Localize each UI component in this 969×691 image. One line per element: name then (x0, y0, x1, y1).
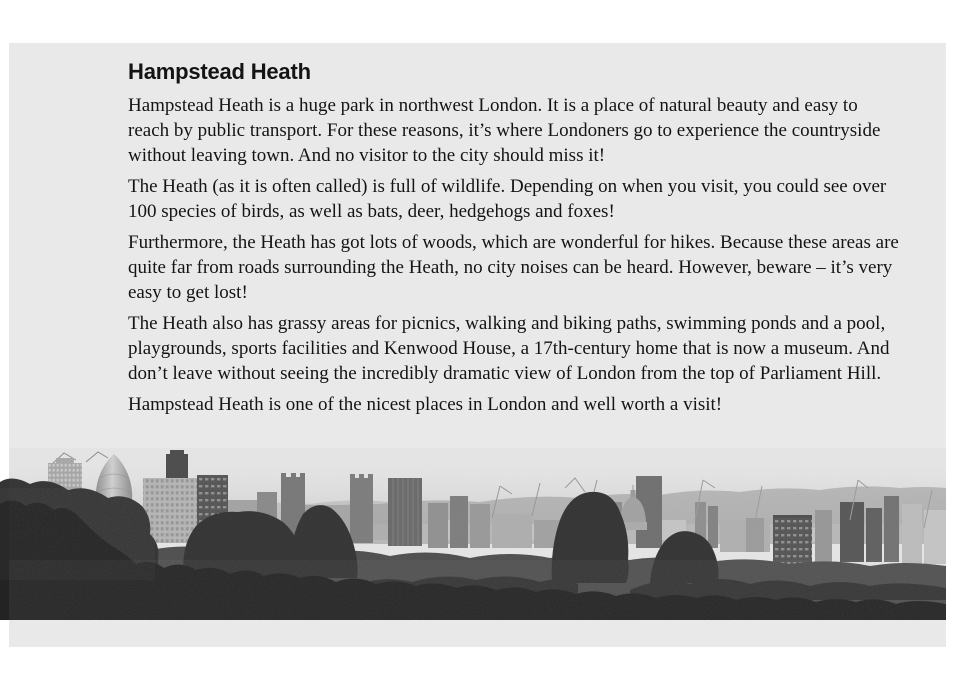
article-paragraph-4: The Heath also has grassy areas for picnics, walking and biking paths, swimming ponds and a pool, playgrounds, sports facilities and Kenwood House, a 17th-century home that is now a museum. And don’t leave without seeing the incredibly dramatic view of London from the top of Parliament Hill. (128, 313, 890, 385)
reading-passage-card (9, 43, 946, 647)
article-paragraph-5: Hampstead Heath is one of the nicest places in London and well worth a visit! (128, 394, 723, 416)
photo-grain (0, 448, 946, 620)
article-paragraph-2: The Heath (as it is often called) is full of wildlife. Depending on when you visit, you could see over 100 species of birds, as well as bats, deer, hedgehogs and foxes! (128, 176, 887, 223)
article (9, 43, 946, 417)
article-paragraph-3: Furthermore, the Heath has got lots of woods, which are wonderful for hikes. Because these areas are quite far from roads surrounding the Heath, no city noises can be heard. However, beware – it’s very easy to get lost! (128, 232, 899, 304)
article-paragraph-1: Hampstead Heath is a huge park in northwest London. It is a place of natural beauty and easy to reach by public transport. For these reasons, it’s where Londoners go to experience the countryside without leaving town. And no visitor to the city should miss it! (128, 95, 881, 167)
article-title: Hampstead Heath (128, 59, 311, 84)
london-skyline-photo (0, 448, 946, 620)
skyline-illustration (0, 448, 946, 620)
